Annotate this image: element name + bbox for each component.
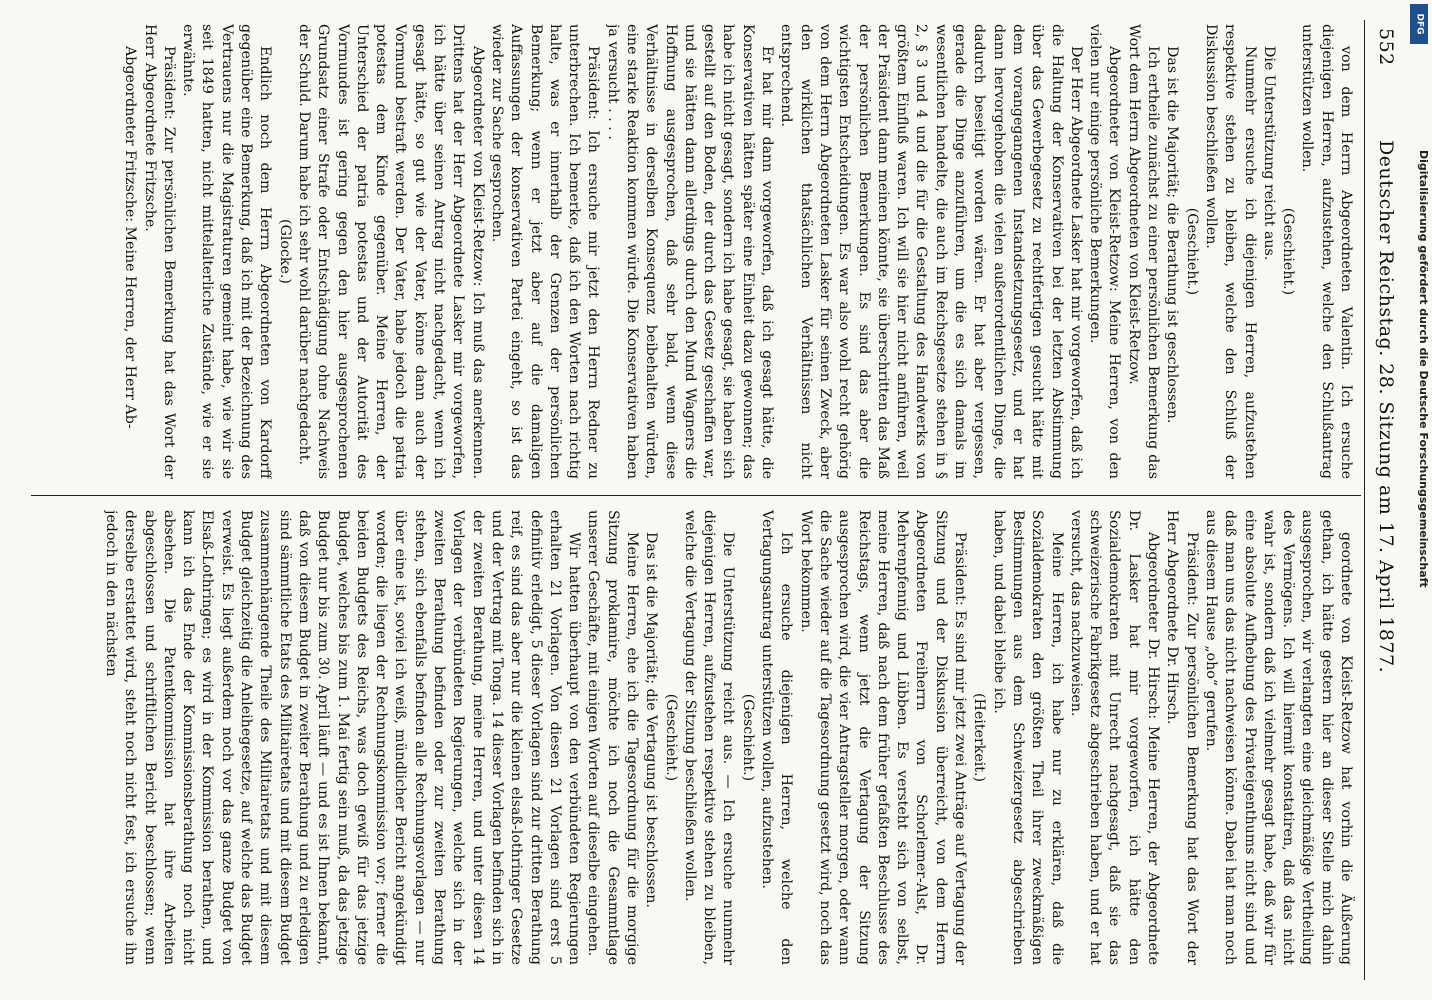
paragraph: Abgeordneter von Kleist-Retzow: Ich muß das anerkennen. Drittens hat der Herr Abgeordnete Lasker mir vorgeworfen, ich hätte über seinen Antrag nicht nachgedacht, wenn ich gesagt hätte, so gut wie der Vater, könne dann auch der Vormund bestraft werden. Der Vater, habe jedoch die patria potestas dem Kinde gegenüber. Meine Herren, der Unterschied der patria potestas und der Autorität des Vormundes ist gering gegen den hier ausgesprochenen Grundsatz einer Strafe oder Entschädigung ohne Nachweis der Schuld. Darum habe ich sehr wohl darüber nachgedacht. — [295, 24, 486, 479]
paragraph: Abgeordneter Dr. Hirsch: Meine Herren, der Abgeordnete Dr. Lasker hat mir vorgeworfen, ich hätte den Sozialdemokraten mit Unrecht nachgesagt, daß sie das schweizerische Fabrikgesetz abgeschrieben haben, und er hat versucht, das nachzuweisen. — [1067, 510, 1162, 965]
left-column — [35, 24, 1355, 479]
paragraph: Endlich noch dem Herrn Abgeordneten von Kardorff gegenüber eine Bemerkung, daß ich mit der Bezeichnung des Vertrauens nur die Magistraturen gemeint habe, wie wir sie seit 1849 hatten, nicht mittelalterliche Zustände, wie er sie erwähnte. — [180, 24, 274, 479]
paragraph: Meine Herren, ehe ich die Tagesordnung für die morgige Sitzung proklamire, möchte ich noch die Gesammtlage unserer Geschäfte, mit einigen Worten auf dieselbe eingehen. — [585, 510, 641, 965]
paragraph: (Heiterkeit.) — [971, 693, 988, 782]
paragraph: Präsident: Zur persönlichen Bemerkung hat das Wort der Herr Abgeordnete Dr. Hirsch. — [1164, 510, 1200, 965]
funding-note: Digitalisierung gefördert durch die Deutsche Forschungsgemeinschaft — [1417, 150, 1430, 588]
dfg-logo-text: DFG — [1414, 13, 1425, 35]
paragraph: Präsident: Zur persönlichen Bemerkung hat das Wort der Herr Abgeordnete Fritzsche. — [141, 24, 177, 479]
paragraph: (Geschieht.) — [739, 693, 756, 782]
paragraph: (Geschieht.) — [1183, 207, 1200, 296]
column-divider — [31, 495, 1361, 496]
paragraph: Abgeordneter von Kleist-Retzow: Meine Herren, von den vielen nur einige persönliche Bemerkungen. — [1087, 24, 1123, 479]
funding-sidebar — [1404, 150, 1432, 1000]
page-header — [1367, 20, 1397, 980]
header-rule — [1364, 20, 1365, 980]
paragraph: Nunmehr ersuche ich diejenigen Herren, aufzustehen respektive stehen zu bleiben, welche den Schluß der Diskussion beschließen wollen. — [1202, 24, 1258, 479]
paragraph: Das ist die Majorität; die Berathung ist geschlossen. — [1164, 46, 1181, 424]
paragraph: Er hat mir dann vorgeworfen, daß ich gesagt hätte, die Konservativen hätten später eine Einheit dazu gewonnen; das habe ich nicht gesagt, sondern ich habe gesagt, sie haben sich gestellt auf den Boden, der durch das Gesetz geschaffen war, und sie hätten dann allerdings durch den Mund Wagners die Hoffnung ausgesprochen, daß sehr bald, wenn diese Verhältnisse in derselben Konsequenz beibehalten würden, eine starke Reaktion kommen würde. Die Konservativen haben ja versucht . . . . — [604, 24, 776, 479]
paragraph: Die Unterstützung reicht aus. — [1260, 46, 1277, 261]
paragraph: Ich ersuche diejenigen Herren, welche den Vertagungsantrag unterstützen wollen, aufzustehen. — [759, 510, 795, 965]
paragraph: Die Unterstützung reicht aus. — Ich ersuche nunmehr diejenigen Herren, aufzustehen respektive stehen zu bleiben, welche die Vertagung der Sitzung beschließen wollen. — [681, 510, 737, 965]
paragraph: Meine Herren, ich habe nur zu erklären, daß die Sozialdemokraten den größten Theil ihrer zweckmäßigen Bestimmungen aus dem Schweizergesetz abgeschrieben haben, und dabei bleibe ich. — [990, 510, 1065, 965]
page-number: 552 — [1375, 28, 1397, 66]
paragraph: von dem Herrn Abgeordneten Valentin. Ich ersuche diejenigen Herren, aufzustehen, welche den Schlußantrag unterstützen wollen. — [1299, 24, 1354, 479]
paragraph: Abgeordneter Fritzsche: Meine Herren, der Herr Ab- — [122, 46, 139, 429]
paragraph: (Geschieht.) — [1280, 207, 1297, 296]
paragraph: geordnete von Kleist-Retzow hat vorhin die Äußerung gethan, ich hätte gestern hier an dieser Stelle mich dahin ausgesprochen, wir verlangten eine gleichmäßige Vertheilung des Vermögens. Ich will hiermit konstatiren, daß das nicht wahr ist, sondern daß ich vielmehr gesagt habe, daß wir für eine absolute Aufhebung des Privateigenthums nicht sind und daß man uns das nicht nachweisen könne. Dabei hat man noch aus diesem Hause „oho“ gerufen. — [1202, 510, 1354, 965]
paragraph: (Glocke.) — [276, 219, 293, 284]
header-title: Deutscher Reichstag. 28. Sitzung am 17. April 1877. — [1375, 140, 1397, 674]
paragraph: Präsident: Ich ersuche mir jetzt den Herrn Redner zu unterbrechen. Ich bemerke, daß ich den Worten nach richtig halte, was er innerhalb der Grenzen der persönlichen Bemerkung; wenn er jetzt aber auf die damaligen Auffassungen der konservativen Partei eingeht, so ist das wieder zur Sache gesprochen. — [488, 24, 602, 479]
rotated-page-content — [25, 20, 1405, 980]
paragraph: Das ist die Majorität; die Vertagung ist beschlossen. — [643, 532, 660, 908]
paragraph: Der Herr Abgeordnete Lasker hat mir vorgeworfen, daß ich die Haltung der Konservativen bei der letzten Abstimmung über das Gewerbegesetz zu rechtfertigen gesucht hätte mit dem vorangegangenen Instandsetzungsgesetz, und er hat dann hervorgehoben die vielen außerordentlichen Dinge, die dadurch beseitigt worden wären. Er hat aber vergessen, gerade die Dinge anzuführen, um die es sich damals im wesentlichen handelte, die auch im Reichsgesetze stehen in § 2, § 3 und 4 und die für die Gestaltung des Handwerks von größtem Einfluß waren. Ich will sie hier nicht anführen, weil der Präsident dann meinen könnte, sie überschritten das Maß der persönlichen Bemerkungen. Es sind das aber die wichtigsten Entscheidungen. Es war also wohl recht gehörig von dem Herrn Abgeordneten Lasker für seinen Zweck, aber den wirklichen thatsächlichen Verhältnissen nicht entsprechend. — [778, 24, 1084, 479]
right-column — [35, 510, 1355, 965]
dfg-logo — [1410, 4, 1428, 44]
paragraph: Ich ertheile zunächst zu einer persönlichen Bemerkung das Wort dem Herrn Abgeordneten von Kleist-Retzow. — [1125, 24, 1162, 479]
paragraph: (Geschieht.) — [662, 693, 679, 782]
paragraph: Präsident: Es sind mir jetzt zwei Anträge auf Vertagung der Sitzung und der Diskussion überreicht, von dem Herrn Abgeordneten Freiherrn von Schorlemer-Alst, Dr. Mehrenpfennig und Lübben. Es versteht sich von selbst, meine Herren, daß nach dem früher gefaßten Beschlusse des Reichstags, wenn jetzt die Vertagung der Sitzung ausgesprochen wird, die vier Antragsteller morgen, oder wann die Sache wieder auf die Tagesordnung gesetzt wird, noch das Wort bekommen. — [797, 510, 969, 965]
paragraph: Wir hatten überhaupt von den verbündeten Regierungen erhalten 21 Vorlagen. Von diesen 21 Vorlagen sind erst 5 definitiv erledigt, 5 dieser Vorlagen sind zur dritten Berathung reif, es sind das aber nur die kleinen elsaß-lothringer Gesetze und der Vertrag mit Tonga. 14 dieser Vorlagen befinden sich in der zweiten Berathung, meine Herren, und unter diesen 14 Vorlagen der verbündeten Regierungen, welche sich in der zweiten Berathung befinden oder zur zweiten Berathung stehen, sich ebenfalls befinden alle Rechnungsvorlagen — nur über eine ist, soviel ich weiß, mündlicher Bericht angekündigt worden; die liegen der Rechnungskommission vor; ferner die beiden Budgets des Reichs, was doch gewiß für das jetzige Budget, welches bis zum 1. Mai fertig sein muß, da das jetzige Budget nur bis zum 30. April läuft — und es ist Ihnen bekannt, daß von diesem Budget in zweiter Berathung und zu erledigen sind sämmtliche Etats des Militairetats und mit diesem Budget zusammenhängende Theile des Militairetats und mit diesem Budget gleichzeitig die Anleihegesetze, auf welche das Budget verweist. Es liegt außerdem noch vor das ganze Budget von Elsaß-Lothringen; es wird in der Kommission berathen, und kann ich das Ende der Kommissionsberathung noch nicht absehen. Die Patentkommission hat ihre Arbeiten abgeschlossen und schriftlichen Bericht beschlossen; wenn derselbe erstattet wird, steht noch nicht fest, ich ersuche ihn jedoch in den nächsten — [103, 510, 583, 965]
